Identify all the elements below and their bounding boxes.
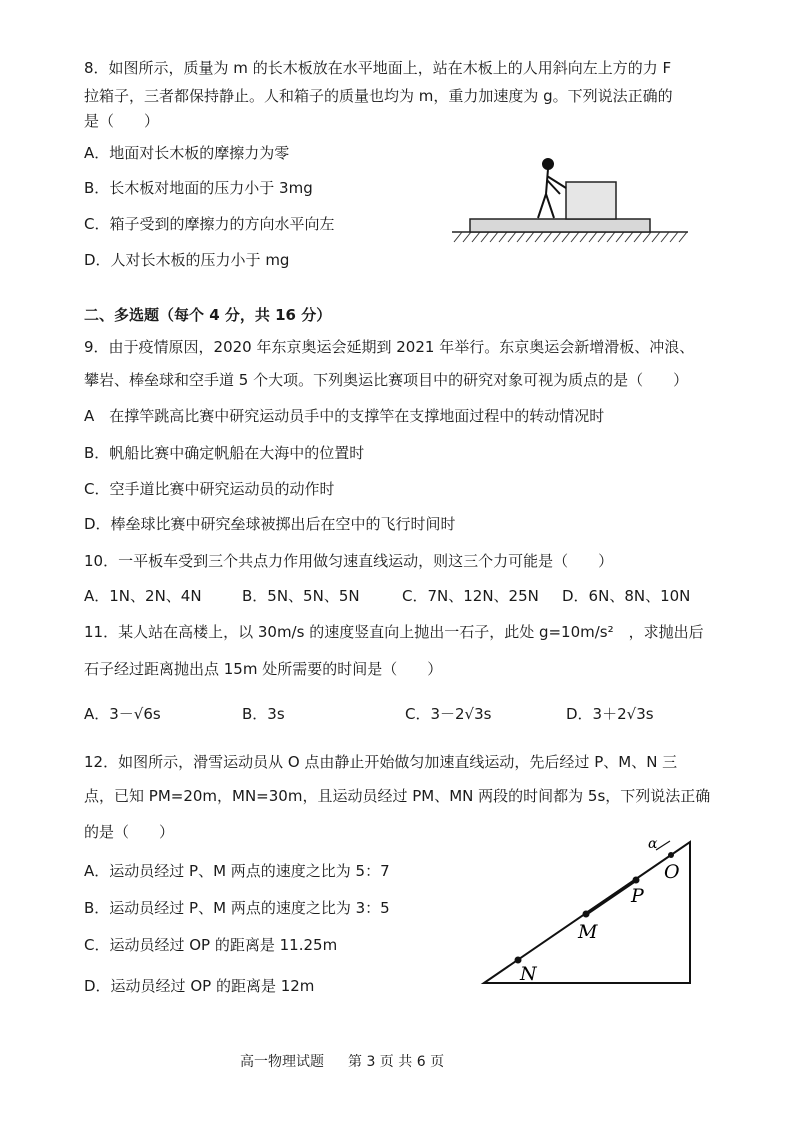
label-o: O bbox=[664, 861, 680, 883]
q12-stem-line2: 点，已知 PM=20m，MN=30m，且运动员经过 PM、MN 两段的时间都为 5s，下列说法正确 bbox=[84, 787, 711, 805]
point-p bbox=[633, 877, 640, 884]
q12-incline-figure bbox=[478, 828, 704, 988]
q11-option-c: C．3－2√3s bbox=[405, 705, 492, 723]
point-m bbox=[583, 911, 590, 918]
q12-option-a: A．运动员经过 P、M 两点的速度之比为 5：7 bbox=[84, 862, 390, 880]
q8-stem-line3: 是（ ） bbox=[84, 112, 160, 130]
q9-option-c: C．空手道比赛中研究运动员的动作时 bbox=[84, 480, 335, 498]
q11-stem-line2: 石子经过距离抛出点 15m 处所需要的时间是（ ） bbox=[84, 660, 443, 678]
q12-stem-line3: 的是（ ） bbox=[84, 823, 175, 841]
person-figure bbox=[538, 159, 566, 218]
q9-option-a: A 在撑竿跳高比赛中研究运动员手中的支撑竿在支撑地面过程中的转动情况时 bbox=[84, 407, 605, 425]
point-o bbox=[668, 852, 674, 858]
q10-option-a: A．1N、2N、4N bbox=[84, 587, 202, 605]
q11-option-b: B．3s bbox=[242, 705, 285, 723]
box bbox=[566, 182, 616, 219]
q10-option-c: C．7N、12N、25N bbox=[402, 587, 539, 605]
q12-option-d: D．运动员经过 OP 的距离是 12m bbox=[84, 977, 315, 995]
footer-page-number: 第 3 页 共 6 页 bbox=[348, 1054, 445, 1070]
velocity-arrow bbox=[656, 841, 670, 850]
q9-stem-line2: 攀岩、棒垒球和空手道 5 个大项。下列奥运比赛项目中的研究对象可视为质点的是（ ） bbox=[84, 371, 689, 389]
pm-segment bbox=[586, 880, 636, 914]
q10-option-b: B．5N、5N、5N bbox=[242, 587, 360, 605]
q8-stem-line1: 8．如图所示，质量为 m 的长木板放在水平地面上，站在木板上的人用斜向左上方的力 F bbox=[84, 59, 672, 77]
label-n: N bbox=[520, 963, 537, 985]
q12-stem-line1: 12．如图所示，滑雪运动员从 O 点由静止开始做匀加速直线运动，先后经过 P、M、N 三 bbox=[84, 753, 678, 771]
section2-title: 二、多选题（每个 4 分，共 16 分） bbox=[84, 306, 332, 324]
q11-option-d: D．3＋2√3s bbox=[566, 705, 654, 723]
label-m: M bbox=[578, 921, 598, 943]
q10-option-d: D．6N、8N、10N bbox=[562, 587, 691, 605]
q8-figure bbox=[450, 150, 690, 245]
q12-option-b: B．运动员经过 P、M 两点的速度之比为 3：5 bbox=[84, 899, 390, 917]
label-alpha: α bbox=[648, 836, 658, 852]
q8-stem-line2: 拉箱子，三者都保持静止。人和箱子的质量也均为 m，重力加速度为 g。下列说法正确的 bbox=[84, 87, 673, 105]
q11-option-a: A．3－√6s bbox=[84, 705, 161, 723]
q9-option-b: B．帆船比赛中确定帆船在大海中的位置时 bbox=[84, 444, 365, 462]
q8-option-c: C．箱子受到的摩擦力的方向水平向左 bbox=[84, 215, 335, 233]
q8-option-a: A．地面对长木板的摩擦力为零 bbox=[84, 144, 290, 162]
q8-option-b: B．长木板对地面的压力小于 3mg bbox=[84, 179, 313, 197]
footer-subject: 高一物理试题 bbox=[240, 1054, 324, 1070]
long-board bbox=[470, 219, 650, 232]
q9-option-d: D．棒垒球比赛中研究垒球被掷出后在空中的飞行时间时 bbox=[84, 515, 456, 533]
q12-option-c: C．运动员经过 OP 的距离是 11.25m bbox=[84, 936, 338, 954]
q8-option-d: D．人对长木板的压力小于 mg bbox=[84, 251, 290, 269]
q11-stem-line1: 11．某人站在高楼上，以 30m/s 的速度竖直向上抛出一石子，此处 g=10m/s² ，求抛出后 bbox=[84, 623, 704, 641]
ground-hatch bbox=[454, 232, 687, 242]
q10-stem: 10．一平板车受到三个共点力作用做匀速直线运动，则这三个力可能是（ ） bbox=[84, 552, 614, 570]
label-p: P bbox=[631, 885, 644, 907]
q9-stem-line1: 9．由于疫情原因，2020 年东京奥运会延期到 2021 年举行。东京奥运会新增滑板、冲浪、 bbox=[84, 338, 695, 356]
